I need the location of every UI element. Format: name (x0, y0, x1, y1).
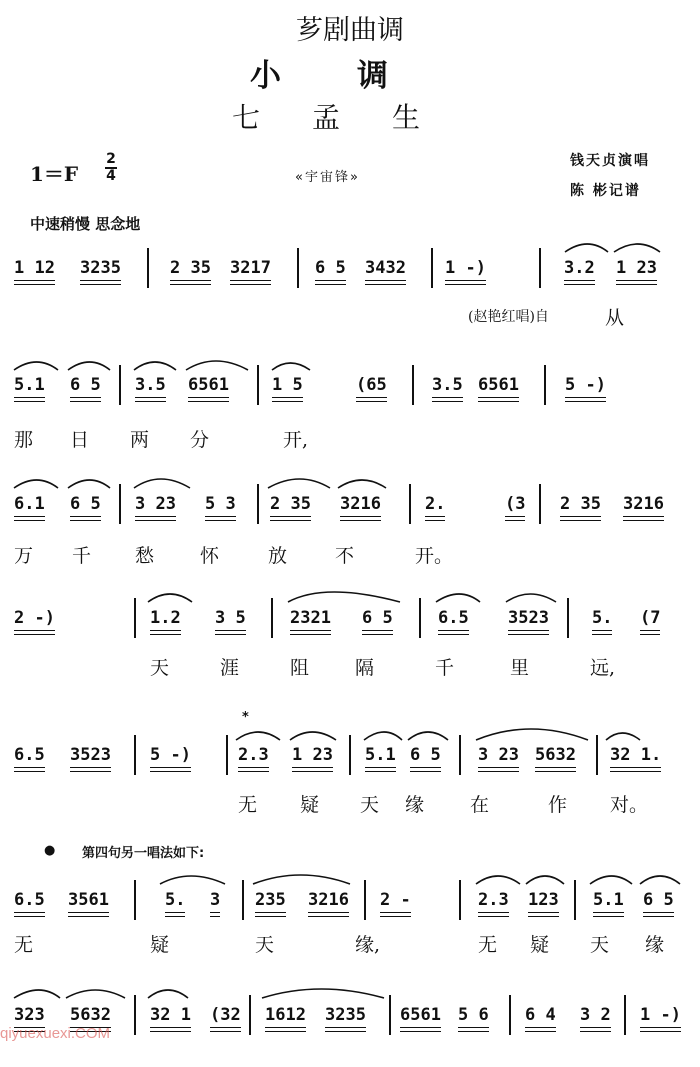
lyric-syllable: 日 (70, 429, 90, 451)
time-signature (105, 152, 117, 184)
note-group: 5. (165, 890, 185, 917)
note-group: 123 (528, 890, 559, 917)
beam-underline (478, 397, 519, 402)
beam-underline (135, 516, 176, 521)
lyric-syllable: 疑 (530, 934, 550, 956)
note-group: 3523 (70, 745, 111, 772)
beam-underline (356, 397, 387, 402)
beam-underline (270, 516, 311, 521)
tune-title: 小调 (250, 58, 464, 94)
note-group: 6561 (478, 375, 519, 402)
note-group: 6.5 (438, 608, 469, 635)
beam-underline (535, 767, 576, 772)
beam-underline (610, 767, 661, 772)
beam-underline (205, 516, 236, 521)
lyric-syllable: 无 (478, 934, 498, 956)
beam-underline (432, 397, 463, 402)
note-group: 3.5 (432, 375, 463, 402)
note-group: 6 4 (525, 1005, 556, 1032)
beam-underline (215, 630, 246, 635)
lyric-syllable: 天 (590, 934, 610, 956)
lyric-syllable: 开。 (415, 545, 454, 567)
beam-underline (508, 630, 549, 635)
lyric-syllable: 千 (72, 545, 92, 567)
beam-underline (14, 397, 45, 402)
note-group: 6561 (188, 375, 229, 402)
note-group: 3 2 (580, 1005, 611, 1032)
beam-underline (564, 280, 595, 285)
beam-underline (255, 912, 286, 917)
note-group: 6 5 (70, 494, 101, 521)
lyric-syllable: 作 (548, 794, 568, 816)
beam-underline (68, 912, 109, 917)
beam-underline (410, 767, 441, 772)
note-group: 6.1 (14, 494, 45, 521)
beam-underline (14, 767, 45, 772)
note-group: 6.5 (14, 745, 45, 772)
opera-source: «宇宙锋» (295, 170, 360, 185)
beam-underline (14, 630, 55, 635)
note-group: 3216 (340, 494, 381, 521)
singer-credit: 钱天贞演唱 (570, 153, 650, 169)
note-group: 2. (425, 494, 445, 521)
note-group: 6 5 (410, 745, 441, 772)
beam-underline (290, 630, 331, 635)
note-group: 2 35 (270, 494, 311, 521)
lyric-syllable: 无 (14, 934, 34, 956)
note-group: 5.1 (365, 745, 396, 772)
beam-underline (238, 767, 269, 772)
lyric-syllable: 无 (238, 794, 258, 816)
beam-underline (135, 397, 166, 402)
lyric-syllable: 隔 (355, 657, 375, 679)
beam-underline (505, 516, 525, 521)
beam-underline (640, 1027, 681, 1032)
note-group: 5632 (535, 745, 576, 772)
note-group: 5.1 (14, 375, 45, 402)
note-group: 3 23 (478, 745, 519, 772)
beam-underline (150, 630, 181, 635)
note-group: 2.3 (238, 745, 269, 772)
note-group: 3523 (508, 608, 549, 635)
lyric-syllable: 放 (268, 545, 288, 567)
note-group: 6 5 (362, 608, 393, 635)
note-group: 323 (14, 1005, 45, 1032)
lyric-syllable: 里 (510, 657, 530, 679)
watermark: qiyuexuexi.COM (0, 1025, 111, 1042)
note-group: 3217 (230, 258, 271, 285)
note-group: 1 -) (640, 1005, 681, 1032)
beam-underline (445, 280, 486, 285)
beam-underline (593, 912, 624, 917)
beam-underline (340, 516, 381, 521)
note-group: 5 6 (458, 1005, 489, 1032)
beam-underline (640, 630, 660, 635)
beam-underline (14, 516, 45, 521)
note-group: 5. (592, 608, 612, 635)
beam-underline (528, 912, 559, 917)
beam-underline (165, 912, 185, 917)
note-group: 6 5 (70, 375, 101, 402)
note-group: 3235 (325, 1005, 366, 1032)
note-group: 235 (255, 890, 286, 917)
lyric-syllable: (赵艳红唱)自 (468, 309, 549, 325)
note-group: 5632 (70, 1005, 111, 1032)
lyric-syllable: 天 (150, 657, 170, 679)
note-group: 2 35 (170, 258, 211, 285)
beam-underline (478, 767, 519, 772)
beam-underline (150, 767, 191, 772)
lyric-syllable: 天 (360, 794, 380, 816)
note-group: 3235 (80, 258, 121, 285)
notator-credit: 陈 彬记谱 (570, 183, 641, 199)
beam-underline (478, 912, 509, 917)
time-numerator: 2 (106, 151, 116, 167)
lyric-syllable: 怀 (200, 545, 220, 567)
note-group: 1612 (265, 1005, 306, 1032)
note-group: 1 23 (292, 745, 333, 772)
beam-underline (400, 1027, 441, 1032)
lyric-syllable: 缘 (405, 794, 425, 816)
lyric-syllable: 缘, (355, 934, 381, 956)
lyric-syllable: 那 (14, 429, 34, 451)
note-group: 5 -) (150, 745, 191, 772)
note-group: 6.5 (14, 890, 45, 917)
beam-underline (70, 767, 111, 772)
beam-underline (70, 397, 101, 402)
note-group: 3216 (623, 494, 664, 521)
lyric-syllable: 远, (590, 657, 616, 679)
song-subtitle: 七孟生 (232, 101, 473, 134)
beam-underline (643, 912, 674, 917)
note-group: 3 23 (135, 494, 176, 521)
beam-underline (380, 912, 411, 917)
note-group: 5 3 (205, 494, 236, 521)
beam-underline (150, 1027, 191, 1032)
beam-underline (188, 397, 229, 402)
beam-underline (560, 516, 601, 521)
lyric-syllable: 在 (470, 794, 490, 816)
lyric-syllable: 对。 (610, 794, 649, 816)
note-group: 1 -) (445, 258, 486, 285)
note-group: 2321 (290, 608, 331, 635)
note-group: 1 23 (616, 258, 657, 285)
beam-underline (315, 280, 346, 285)
lyric-syllable: 天 (255, 934, 275, 956)
beam-underline (580, 1027, 611, 1032)
lyric-syllable: 万 (14, 545, 34, 567)
beam-underline (592, 630, 612, 635)
beam-underline (365, 767, 396, 772)
lyric-syllable: 缘 (645, 934, 665, 956)
beam-underline (565, 397, 606, 402)
note-group: 3.5 (135, 375, 166, 402)
bullet-mark: ● (44, 843, 56, 858)
note-group: 3 (210, 890, 220, 917)
note-group: 1 12 (14, 258, 55, 285)
note-group: 2.3 (478, 890, 509, 917)
beam-underline (272, 397, 303, 402)
note-group: 3432 (365, 258, 406, 285)
beam-underline (14, 280, 55, 285)
beam-underline (70, 516, 101, 521)
note-group: 3.2 (564, 258, 595, 285)
beam-underline (14, 912, 45, 917)
lyric-syllable: 愁 (135, 545, 155, 567)
note-group: 3561 (68, 890, 109, 917)
lyric-syllable: 涯 (220, 657, 240, 679)
note-group: 6561 (400, 1005, 441, 1032)
lyric-syllable: 阻 (290, 657, 310, 679)
lyric-syllable: 从 (605, 307, 625, 329)
lyric-syllable: 疑 (300, 794, 320, 816)
note-group: 1 5 (272, 375, 303, 402)
beam-underline (170, 280, 211, 285)
beam-underline (210, 1027, 241, 1032)
beam-underline (438, 630, 469, 635)
beam-underline (458, 1027, 489, 1032)
note-group: 3216 (308, 890, 349, 917)
beam-underline (425, 516, 445, 521)
beam-underline (365, 280, 406, 285)
note-group: (32 (210, 1005, 241, 1032)
note-group: 2 - (380, 890, 411, 917)
beam-underline (325, 1027, 366, 1032)
beam-underline (292, 767, 333, 772)
note-group: 6 5 (315, 258, 346, 285)
beam-underline (525, 1027, 556, 1032)
beam-underline (362, 630, 393, 635)
note-group: 1.2 (150, 608, 181, 635)
note-group: 3 5 (215, 608, 246, 635)
beam-underline (265, 1027, 306, 1032)
beam-underline (623, 516, 664, 521)
beam-underline (308, 912, 349, 917)
alternate-note: 第四句另一唱法如下: (82, 846, 205, 861)
note-group: 6 5 (643, 890, 674, 917)
note-group: (65 (356, 375, 387, 402)
note-group: 2 35 (560, 494, 601, 521)
star-mark: * (242, 710, 249, 725)
note-group: 32 1 (150, 1005, 191, 1032)
beam-underline (616, 280, 657, 285)
lyric-syllable: 两 (130, 429, 150, 451)
note-group: 5.1 (593, 890, 624, 917)
time-denominator: 4 (106, 168, 116, 184)
beam-underline (230, 280, 271, 285)
beam-underline (80, 280, 121, 285)
lyric-syllable: 不 (335, 545, 355, 567)
genre-title: 芗剧曲调 (296, 15, 404, 46)
key-signature: 1＝F (30, 162, 79, 186)
lyric-syllable: 分 (190, 429, 210, 451)
note-group: (3 (505, 494, 525, 521)
note-group: 2 -) (14, 608, 55, 635)
beam-underline (210, 912, 220, 917)
note-group: 5 -) (565, 375, 606, 402)
lyric-syllable: 开, (283, 429, 309, 451)
note-group: 32 1. (610, 745, 661, 772)
note-group: (7 (640, 608, 660, 635)
tempo-marking: 中速稍慢 思念地 (30, 215, 141, 233)
lyric-syllable: 千 (435, 657, 455, 679)
lyric-syllable: 疑 (150, 934, 170, 956)
